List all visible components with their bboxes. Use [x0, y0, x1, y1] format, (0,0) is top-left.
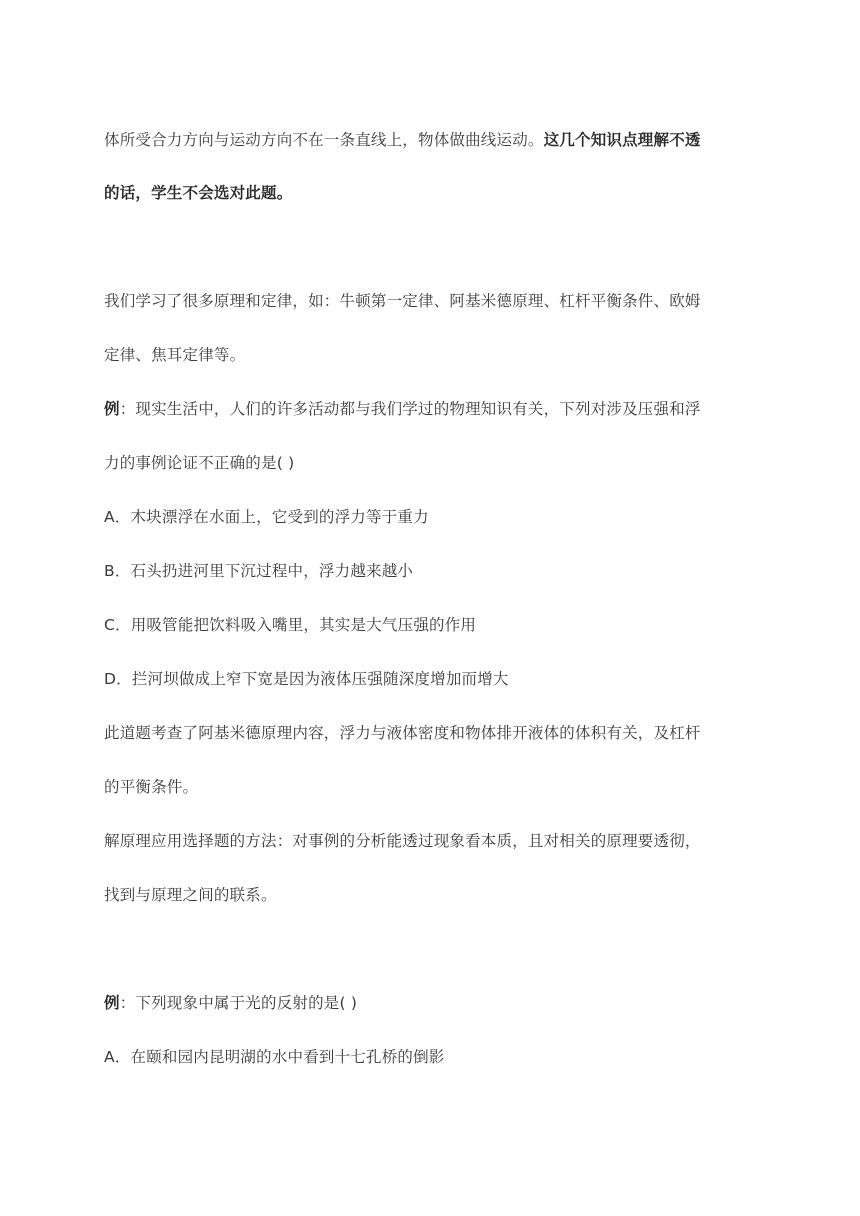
text-line [104, 883, 764, 907]
text-run: ：现实生活中，人们的许多活动都与我们学过的物理知识有关，下列对涉及压强和浮 [119, 400, 701, 418]
text-line [104, 721, 764, 745]
text-line [104, 451, 764, 475]
text-run: A．在颐和园内昆明湖的水中看到十七孔桥的倒影 [104, 1048, 445, 1066]
example-label: 例 [104, 400, 120, 418]
option-a [104, 505, 764, 529]
text-run: 定律、焦耳定律等。 [104, 346, 246, 364]
text-run: B．石头扔进河里下沉过程中，浮力越来越小 [104, 562, 414, 580]
text-run: ：下列现象中属于光的反射的是( ) [119, 994, 358, 1012]
text-run: 体所受合力方向与运动方向不在一条直线上，物体做曲线运动。 [104, 131, 544, 149]
text-run: 此道题考查了阿基米德原理内容，浮力与液体密度和物体排开液体的体积有关，及杠杆 [104, 724, 701, 742]
text-line [104, 991, 764, 1015]
text-line [104, 128, 764, 152]
text-run: 找到与原理之间的联系。 [104, 886, 277, 904]
text-run: A．木块漂浮在水面上，它受到的浮力等于重力 [104, 508, 429, 526]
text-line [104, 829, 764, 853]
text-line [104, 397, 764, 421]
text-run: 的平衡条件。 [104, 778, 199, 796]
example-label: 例 [104, 994, 120, 1012]
option-c [104, 613, 764, 637]
text-line [104, 181, 764, 205]
text-run: C．用吸管能把饮料吸入嘴里，其实是大气压强的作用 [104, 616, 477, 634]
text-run: 我们学习了很多原理和定律，如：牛顿第一定律、阿基米德原理、杠杆平衡条件、欧姆 [104, 292, 701, 310]
text-line [104, 343, 764, 367]
option-d [104, 667, 764, 691]
option-a [104, 1045, 764, 1069]
text-line [104, 775, 764, 799]
text-line [104, 289, 764, 313]
text-run-bold: 的话，学生不会选对此题。 [104, 184, 293, 202]
text-run-bold: 这几个知识点理解不透 [543, 131, 701, 149]
text-run: D．拦河坝做成上窄下宽是因为液体压强随深度增加而增大 [104, 670, 509, 688]
text-run: 解原理应用选择题的方法：对事例的分析能透过现象看本质，且对相关的原理要透彻， [104, 832, 701, 850]
text-run: 力的事例论证不正确的是( ) [104, 454, 295, 472]
option-b [104, 559, 764, 583]
